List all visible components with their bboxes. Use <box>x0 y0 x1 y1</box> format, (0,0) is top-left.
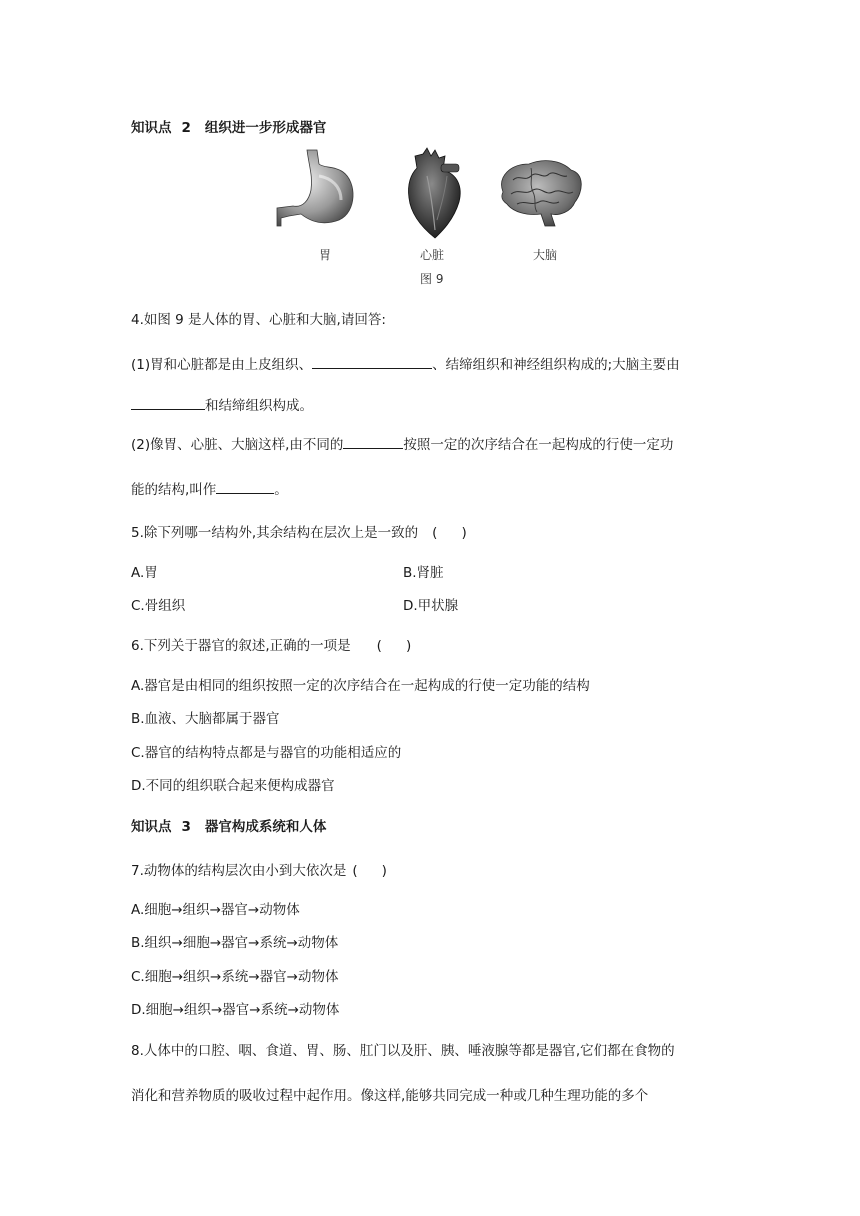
answer-parentheses[interactable] <box>377 638 412 654</box>
q5-stem <box>131 523 467 543</box>
answer-blank[interactable] <box>131 395 205 410</box>
q4-p1-text-a: (1)胃和心脏都是由上皮组织、 <box>131 357 313 373</box>
q7-option-b[interactable]: B.组织→细胞→器官→系统→动物体 <box>131 935 339 951</box>
q7-option-a[interactable]: A.细胞→组织→器官→动物体 <box>131 902 300 918</box>
q6-option-a[interactable]: A.器官是由相同的组织按照一定的次序结合在一起构成的行使一定功能的结构 <box>131 678 590 694</box>
section-label: 知识点 <box>131 120 172 136</box>
stomach-icon <box>277 150 353 226</box>
section-title: 器官构成系统和人体 <box>204 819 327 835</box>
q6-option-b[interactable]: B.血液、大脑都属于器官 <box>131 711 280 727</box>
q4-part2-line1 <box>131 434 673 455</box>
q5-option-b[interactable]: B.肾脏 <box>403 565 444 581</box>
q6-stem-text: 6.下列关于器官的叙述,正确的一项是 <box>131 638 351 654</box>
q4-part2-line2 <box>131 479 288 500</box>
paren-close: ) <box>405 638 412 654</box>
q4-p2-text-a: (2)像胃、心脏、大脑这样,由不同的 <box>131 437 344 453</box>
q6-stem <box>131 636 411 656</box>
brain-icon <box>502 161 582 226</box>
label-stomach: 胃 <box>319 248 332 262</box>
section-heading-3 <box>131 817 326 837</box>
label-heart: 心脏 <box>420 248 445 262</box>
q4-p2-text-d: 。 <box>274 482 288 498</box>
q4-p2-text-c: 能的结构,叫作 <box>131 482 217 498</box>
label-brain: 大脑 <box>533 248 558 262</box>
q5-option-a[interactable]: A.胃 <box>131 565 158 581</box>
answer-blank[interactable] <box>312 354 432 369</box>
q7-stem <box>131 861 387 881</box>
organs-illustration <box>275 146 595 241</box>
q8-line1: 8.人体中的口腔、咽、食道、胃、肠、肛门以及肝、胰、唾液腺等都是器官,它们都在食物的 <box>131 1043 675 1059</box>
q4-p1-text-c: 和结缔组织构成。 <box>205 398 313 414</box>
q4-stem: 4.如图 9 是人体的胃、心脏和大脑,请回答: <box>131 312 386 328</box>
paren-open: ( <box>352 863 358 879</box>
q6-option-d[interactable]: D.不同的组织联合起来便构成器官 <box>131 778 335 794</box>
q5-option-c[interactable]: C.骨组织 <box>131 598 186 614</box>
section-label: 知识点 <box>131 819 172 835</box>
paren-close: ) <box>381 863 387 879</box>
q6-option-c[interactable]: C.器官的结构特点都是与器官的功能相适应的 <box>131 745 402 761</box>
answer-blank[interactable] <box>343 434 403 449</box>
q4-part1-line2 <box>131 395 313 416</box>
paren-open: ( <box>432 525 438 541</box>
q5-option-d[interactable]: D.甲状腺 <box>403 598 459 614</box>
answer-parentheses[interactable] <box>432 525 467 541</box>
q7-option-c[interactable]: C.细胞→组织→系统→器官→动物体 <box>131 969 339 985</box>
section-number: 2 <box>181 120 191 136</box>
q8-line2: 消化和营养物质的吸收过程中起作用。像这样,能够共同完成一种或几种生理功能的多个 <box>131 1088 649 1104</box>
q4-part1-line1 <box>131 354 680 375</box>
paren-close: ) <box>461 525 467 541</box>
paren-open: ( <box>376 638 382 654</box>
q4-p2-text-b: 按照一定的次序结合在一起构成的行使一定功 <box>403 437 674 453</box>
answer-parentheses[interactable] <box>352 863 387 879</box>
heart-icon <box>408 148 460 238</box>
figure-caption: 图 9 <box>420 272 444 286</box>
section-title: 组织进一步形成器官 <box>204 120 327 136</box>
section-number: 3 <box>181 819 191 835</box>
section-heading-2 <box>131 118 326 138</box>
answer-blank[interactable] <box>216 479 274 494</box>
q4-p1-text-b: 、结缔组织和神经组织构成的;大脑主要由 <box>432 357 680 373</box>
q5-stem-text: 5.除下列哪一结构外,其余结构在层次上是一致的 <box>131 525 419 541</box>
q7-option-d[interactable]: D.细胞→组织→器官→系统→动物体 <box>131 1002 340 1018</box>
q7-stem-text: 7.动物体的结构层次由小到大依次是 <box>131 863 347 879</box>
